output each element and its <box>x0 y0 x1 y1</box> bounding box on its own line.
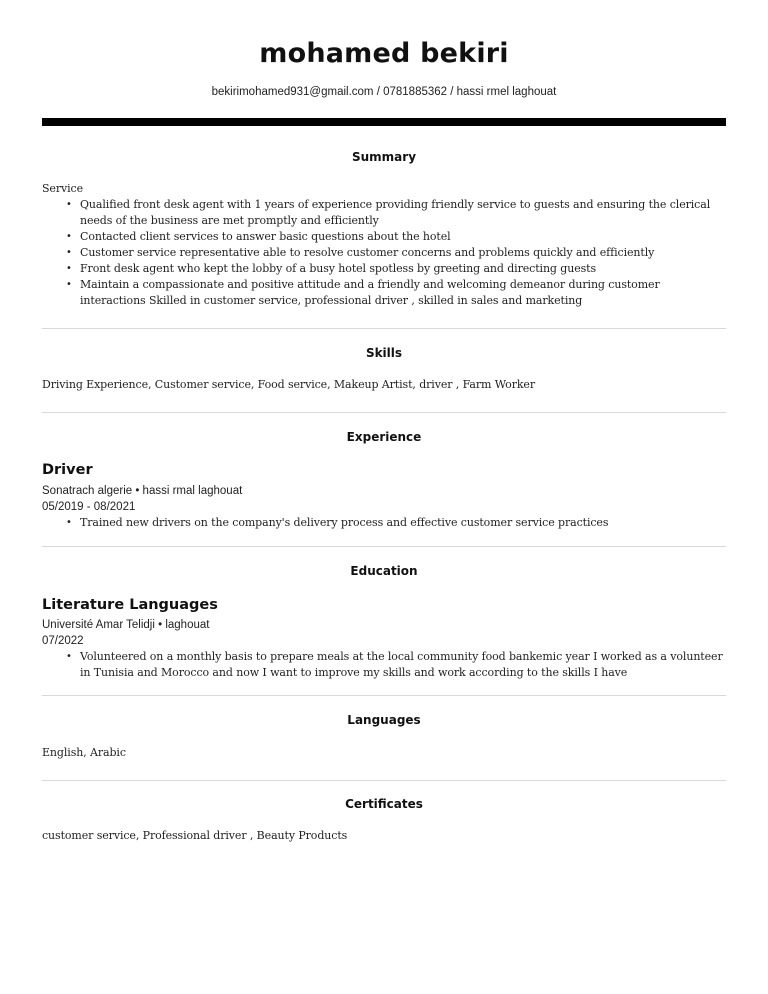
degree-title: Literature Languages <box>42 597 218 613</box>
education-section <box>42 649 726 681</box>
section-divider <box>42 780 726 781</box>
skills-text: Driving Experience, Customer service, Food service, Makeup Artist, driver , Farm Worker <box>42 378 535 391</box>
school-name: Université Amar Telidji • laghouat <box>42 619 210 631</box>
education-date: 07/2022 <box>42 635 84 647</box>
summary-bullet: • Front desk agent who kept the lobby of a busy hotel spotless by greeting and directing guests <box>42 261 726 277</box>
summary-bullets <box>42 197 726 309</box>
summary-section <box>42 181 726 309</box>
experience-bullet: • Trained new drivers on the company's delivery process and effective customer service practices <box>42 515 726 531</box>
summary-bullet: • Customer service representative able to resolve customer concerns and problems quickly and efficiently <box>42 245 726 261</box>
experience-heading: Experience <box>346 430 422 444</box>
section-divider <box>42 695 726 696</box>
experience-section <box>42 515 726 531</box>
education-bullet: • Volunteered on a monthly basis to prepare meals at the local community food bankemic year I worked as a volunteer in Tunisia and Morocco and now I want to improve my skills and work according to the skills I have <box>42 649 726 681</box>
education-heading: Education <box>350 564 418 578</box>
certificates-text: customer service, Professional driver , Beauty Products <box>42 829 348 842</box>
summary-intro: Service <box>42 182 84 195</box>
certificates-heading: Certificates <box>345 797 423 811</box>
experience-bullets <box>42 515 726 531</box>
summary-bullet: • Maintain a compassionate and positive attitude and a friendly and welcoming demeanor during customer interactions Skilled in customer service, professional driver , skilled in sales and marketing <box>42 277 726 309</box>
section-divider <box>42 412 726 413</box>
languages-text: English, Arabic <box>42 746 126 759</box>
job-dates: 05/2019 - 08/2021 <box>42 501 136 513</box>
job-company: Sonatrach algerie • hassi rmal laghouat <box>42 485 243 497</box>
languages-heading: Languages <box>347 713 421 727</box>
header-bar <box>42 118 726 126</box>
section-divider <box>42 546 726 547</box>
summary-heading: Summary <box>351 150 417 164</box>
section-divider <box>42 328 726 329</box>
contact-info: bekirimohamed931@gmail.com / 0781885362 / hassi rmel laghouat <box>211 86 557 98</box>
job-title: Driver <box>42 462 93 478</box>
education-bullets <box>42 649 726 681</box>
skills-heading: Skills <box>365 346 403 360</box>
summary-bullet: • Qualified front desk agent with 1 years of experience providing friendly service to guests and ensuring the clerical needs of the business are met promptly and efficiently <box>42 197 726 229</box>
summary-bullet: • Contacted client services to answer basic questions about the hotel <box>42 229 726 245</box>
candidate-name: mohamed bekiri <box>259 38 509 69</box>
